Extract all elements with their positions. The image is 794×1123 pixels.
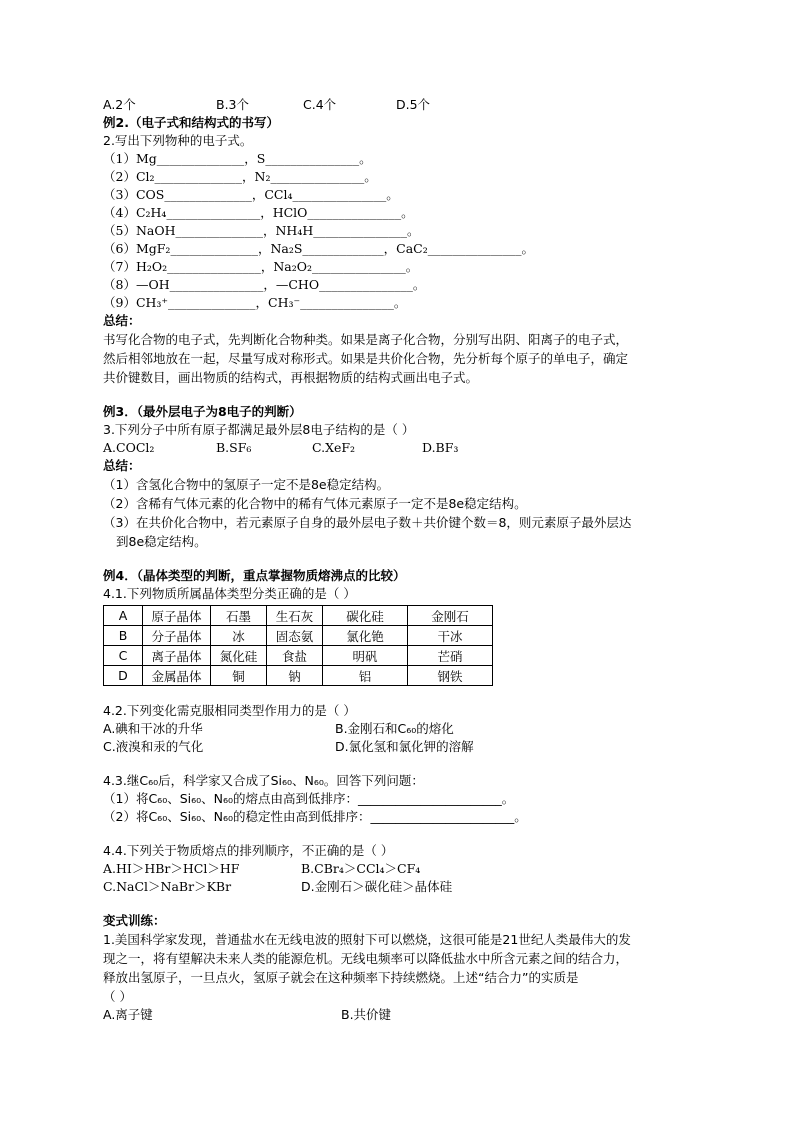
option-b: B.SF₆ xyxy=(216,440,252,455)
option-a: A.碘和干冰的升华 xyxy=(103,721,203,736)
example-4-title: 例4．（晶体类型的判断，重点掌握物质熔沸点的比较） xyxy=(103,568,406,583)
question-4-3: 4.3.继C₆₀后，科学家又合成了Si₆₀、N₆₀。回答下列问题： xyxy=(103,773,424,788)
table-cell: 明矾 xyxy=(323,646,408,666)
option-a: A.2个 xyxy=(103,97,136,112)
table-cell: B xyxy=(104,626,143,646)
summary-title: 总结： xyxy=(103,313,141,328)
option-c: C.NaCl＞NaBr＞KBr xyxy=(103,879,232,894)
summary-line: 到8e稳定结构。 xyxy=(116,534,207,549)
summary-title: 总结： xyxy=(103,458,141,473)
question-4-2: 4.2.下列变化需克服相同类型作用力的是（ ） xyxy=(103,703,356,718)
example-2-title: 例2.（电子式和结构式的书写） xyxy=(103,115,279,130)
q1-options xyxy=(103,96,703,114)
table-cell: 金属晶体 xyxy=(143,666,211,686)
ex2-item: （8）—OH_______________，—CHO_______________。 xyxy=(103,277,426,292)
option-b: B.CBr₄＞CCl₄＞CF₄ xyxy=(301,861,421,876)
option-b: B.共价键 xyxy=(341,1007,392,1022)
ex2-item: （5）NaOH______________，NH₄H_______________。 xyxy=(103,223,420,238)
table-row xyxy=(104,666,493,686)
crystal-type-table xyxy=(103,605,493,686)
table-cell: 钢铁 xyxy=(408,666,493,686)
practice-line: （ ） xyxy=(103,989,132,1004)
summary-line: （2）含稀有气体元素的化合物中的稀有气体元素原子一定不是8e稳定结构。 xyxy=(103,496,527,511)
table-cell: C xyxy=(104,646,143,666)
example-3-title: 例3．（最外层电子为8电子的判断） xyxy=(103,404,302,419)
summary-line: 共价键数目，画出物质的结构式，再根据物质的结构式画出电子式。 xyxy=(103,370,479,385)
ex2-item: （6）MgF₂______________，Na₂S_____________，CaC₂_______________。 xyxy=(103,241,534,256)
practice-options xyxy=(103,1006,703,1024)
table-cell: 离子晶体 xyxy=(143,646,211,666)
ex2-item: （2）Cl₂______________，N₂_______________。 xyxy=(103,169,377,184)
table-cell: 原子晶体 xyxy=(143,606,211,626)
summary-line: （3）在共价化合物中，若元素原子自身的最外层电子数＋共价键个数＝8，则元素原子最外层达 xyxy=(103,515,632,530)
table-cell: 金刚石 xyxy=(408,606,493,626)
option-d: D.5个 xyxy=(396,97,431,112)
practice-line: 释放出氢原子，一旦点火，氢原子就会在这种频率下持续燃烧。上述“结合力”的实质是 xyxy=(103,970,579,985)
table-cell: 铝 xyxy=(323,666,408,686)
example-3-prompt: 3.下列分子中所有原子都满足最外层8电子结构的是（ ） xyxy=(103,422,415,437)
practice-line: 现之一，将有望解决未来人类的能源危机。无线电频率可以降低盐水中所含元素之间的结合力， xyxy=(103,951,629,966)
table-cell: 氯化铯 xyxy=(323,626,408,646)
summary-line: 书写化合物的电子式，先判断化合物种类。如果是离子化合物，分别写出阴、阳离子的电子式， xyxy=(103,332,629,347)
table-cell: 铜 xyxy=(211,666,267,686)
table-row xyxy=(104,626,493,646)
table-cell: 分子晶体 xyxy=(143,626,211,646)
table-cell: 氮化硅 xyxy=(211,646,267,666)
option-a: A.离子键 xyxy=(103,1007,153,1022)
practice-title: 变式训练： xyxy=(103,913,166,928)
q44-options-row1 xyxy=(103,860,703,878)
table-cell: 石墨 xyxy=(211,606,267,626)
table-cell: 芒硝 xyxy=(408,646,493,666)
question-4-1: 4.1.下列物质所属晶体类型分类正确的是（ ） xyxy=(103,586,356,601)
q42-options-row1 xyxy=(103,720,703,738)
table-cell: A xyxy=(104,606,143,626)
table-cell: D xyxy=(104,666,143,686)
option-a: A.COCl₂ xyxy=(103,440,155,455)
table-cell: 碳化硅 xyxy=(323,606,408,626)
ex2-item: （1）Mg______________，S_______________。 xyxy=(103,151,372,166)
option-d: D.金刚石＞碳化硅＞晶体硅 xyxy=(301,879,453,894)
ex3-options xyxy=(103,439,703,457)
q43-item: （2）将C₆₀、Si₆₀、N₆₀的稳定性由高到低排序：_______________________。 xyxy=(103,809,527,824)
option-d: D.BF₃ xyxy=(422,440,459,455)
practice-line: 1.美国科学家发现，普通盐水在无线电波的照射下可以燃烧，这很可能是21世纪人类最伟大的发 xyxy=(103,932,631,947)
option-d: D.氯化氢和氯化钾的溶解 xyxy=(335,739,474,754)
question-4-4: 4.4.下列关于物质熔点的排列顺序，不正确的是（ ） xyxy=(103,843,394,858)
worksheet-page xyxy=(103,96,703,1024)
option-a: A.HI＞HBr＞HCl＞HF xyxy=(103,861,240,876)
option-b: B.3个 xyxy=(216,97,250,112)
table-cell: 干冰 xyxy=(408,626,493,646)
ex2-item: （3）COS______________，CCl₄_______________。 xyxy=(103,187,399,202)
ex2-item: （7）H₂O₂_______________，Na₂O₂_______________。 xyxy=(103,259,419,274)
table-row xyxy=(104,606,493,626)
option-c: C.4个 xyxy=(303,97,337,112)
option-c: C.XeF₂ xyxy=(312,440,356,455)
q43-item: （1）将C₆₀、Si₆₀、N₆₀的熔点由高到低排序：_______________________。 xyxy=(103,791,515,806)
q44-options-row2 xyxy=(103,878,703,896)
summary-line: （1）含氢化合物中的氢原子一定不是8e稳定结构。 xyxy=(103,477,390,492)
q42-options-row2 xyxy=(103,738,703,756)
table-row xyxy=(104,646,493,666)
option-b: B.金刚石和C₆₀的熔化 xyxy=(335,721,454,736)
example-2-prompt: 2.写出下列物种的电子式。 xyxy=(103,133,253,148)
option-c: C.液溴和汞的气化 xyxy=(103,739,204,754)
table-cell: 钠 xyxy=(267,666,323,686)
table-cell: 生石灰 xyxy=(267,606,323,626)
ex2-item: （4）C₂H₄_______________，HClO_______________。 xyxy=(103,205,414,220)
table-cell: 固态氨 xyxy=(267,626,323,646)
table-cell: 冰 xyxy=(211,626,267,646)
table-cell: 食盐 xyxy=(267,646,323,666)
summary-line: 然后相邻地放在一起，尽量写成对称形式。如果是共价化合物，先分析每个原子的单电子，确定 xyxy=(103,351,629,366)
ex2-item: （9）CH₃⁺______________，CH₃⁻_______________。 xyxy=(103,295,407,310)
